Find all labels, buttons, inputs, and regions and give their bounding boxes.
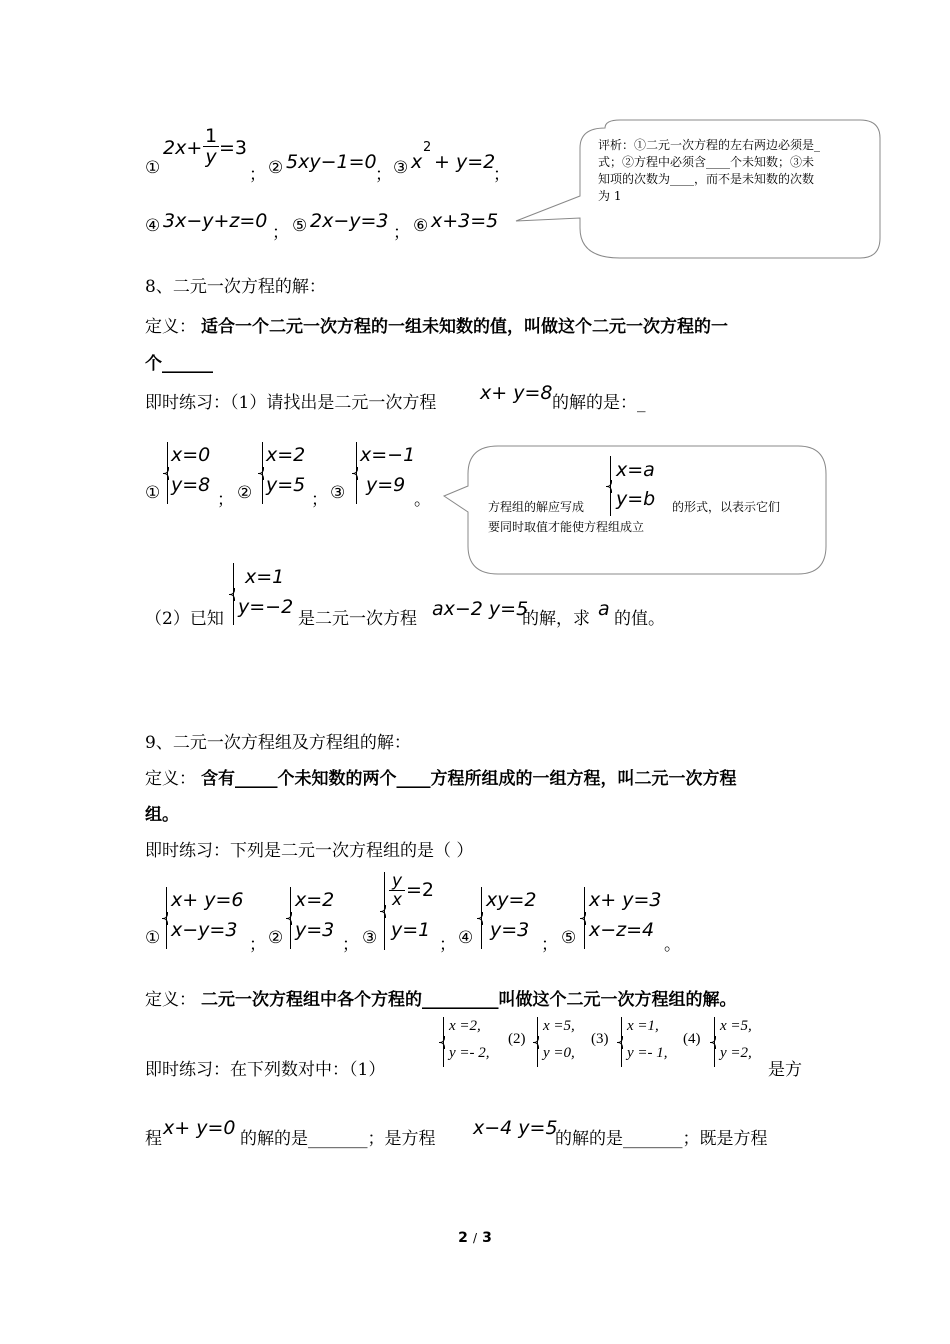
system-3-line-2: y=1	[391, 919, 431, 941]
separator: ；	[217, 490, 234, 510]
section-9-heading: 9、二元一次方程组及方程组的解：	[145, 733, 411, 753]
section-8-heading: 8、二元一次方程的解：	[145, 277, 326, 297]
page-number: 2 / 3	[458, 1230, 492, 1246]
brace	[233, 563, 234, 625]
circled-6: ⑥	[413, 216, 429, 236]
practice-9-text: 即时练习：下列是二元一次方程组的是（ ）	[145, 841, 474, 861]
system-4-number: ④	[458, 928, 474, 948]
separator: ；	[375, 165, 392, 185]
eq1-part-b: =3	[219, 137, 248, 159]
separator: ；	[249, 165, 266, 185]
definition-9b-label: 定义：	[145, 990, 196, 1010]
system-5-line-1: x+ y=3	[589, 889, 662, 911]
practice-8-2-line-1: x=1	[245, 566, 285, 588]
definition-8-text: 适合一个二元一次方程的一组未知数的值，叫做这个二元一次方程的一	[201, 317, 728, 337]
option-2-line-2: y=5	[266, 474, 306, 496]
brace	[481, 887, 482, 949]
separator: ；	[311, 490, 328, 510]
practice-8-2-text: （2）已知	[145, 609, 224, 629]
system-2-line-1: x=2	[295, 889, 335, 911]
separator: ；	[342, 935, 359, 955]
pair-4-line-1: x =5,	[720, 1018, 752, 1034]
circled-3: ③	[393, 158, 409, 178]
circled-1: ①	[145, 158, 161, 178]
separator: ；	[249, 935, 266, 955]
circled-2: ②	[268, 158, 284, 178]
brace	[443, 1017, 444, 1067]
option-3-line-2: y=9	[366, 474, 406, 496]
pair-4-line-2: y =2,	[720, 1045, 752, 1061]
brace	[537, 1017, 538, 1067]
definition-9-continued: 组。	[145, 805, 179, 825]
brace	[584, 887, 585, 949]
separator: ；	[393, 223, 410, 243]
system-1-line-1: x+ y=6	[171, 889, 244, 911]
system-2-line-2: y=3	[295, 919, 335, 941]
brace	[167, 442, 168, 504]
practice-8-2-tail-2: 的值。	[614, 609, 665, 629]
equation-a: x+ y=0	[163, 1117, 236, 1139]
pair-2-line-1: x =5,	[543, 1018, 575, 1034]
practice-8-2-var: a	[598, 598, 610, 620]
brace	[610, 456, 611, 516]
definition-9-label: 定义：	[145, 769, 196, 789]
system-4-line-2: y=3	[490, 919, 530, 941]
pair-1-line-2: y =- 2,	[449, 1045, 490, 1061]
definition-9-text: 含有_____个未知数的两个____方程所组成的一组方程，叫二元一次方程	[201, 769, 737, 789]
brace	[262, 442, 263, 504]
system-1-line-2: x−y=3	[171, 919, 238, 941]
practice-8-1-equation: x+ y=8	[480, 382, 553, 404]
practice-9b-text: 即时练习：在下列数对中：（1）	[145, 1060, 386, 1080]
practice-8-2-tail-1: 的解，求	[522, 609, 590, 629]
practice-9b-tail: 是方	[768, 1060, 802, 1080]
system-3-line-1-tail: =2	[406, 879, 435, 901]
option-2-line-1: x=2	[266, 444, 306, 466]
system-1-number: ①	[145, 928, 161, 948]
pair-3-line-1: x =1,	[627, 1018, 659, 1034]
equation-b: x−4 y=5	[473, 1117, 558, 1139]
brace	[384, 872, 385, 950]
bubble2-text-1: 方程组的解应写成	[488, 500, 585, 514]
pair-2-label: (2)	[508, 1031, 526, 1047]
system-4-line-1: xy=2	[486, 889, 537, 911]
practice-8-1-text: 即时练习：（1）请找出是二元一次方程	[145, 393, 437, 413]
definition-8-continued: 个______	[145, 354, 213, 374]
option-1-line-2: y=8	[171, 474, 211, 496]
circled-5: ⑤	[292, 216, 308, 236]
pair-3-line-2: y =- 1,	[627, 1045, 668, 1061]
line-b: 的解的是_______；是方程	[240, 1129, 436, 1149]
eq4: 3x−y+z=0	[163, 210, 268, 232]
practice-8-2-mid: 是二元一次方程	[298, 609, 417, 629]
bubble2-line-1: x=a	[616, 459, 655, 481]
pair-2-line-2: y =0,	[543, 1045, 575, 1061]
eq2: 5xy−1=0	[286, 151, 377, 173]
pair-1-line-1: x =2,	[449, 1018, 481, 1034]
practice-8-2-equation: ax−2 y=5	[432, 598, 529, 620]
eq1-part-a: 2x+	[163, 137, 203, 159]
period: 。	[414, 490, 431, 510]
option-3-line-1: x=−1	[360, 444, 416, 466]
option-1-line-1: x=0	[171, 444, 211, 466]
definition-9b-text: 二元一次方程组中各个方程的_________叫做这个二元一次方程组的解。	[201, 990, 737, 1010]
eq3-part-b: + y=2	[434, 151, 496, 173]
fraction-y-over-x: y x	[389, 872, 405, 909]
line-a: 程	[145, 1129, 162, 1149]
system-5-number: ⑤	[561, 928, 577, 948]
system-2-number: ②	[268, 928, 284, 948]
option-2-number: ②	[237, 483, 253, 503]
pair-4-label: (4)	[683, 1031, 701, 1047]
system-3-number: ③	[362, 928, 378, 948]
eq6: x+3=5	[431, 210, 499, 232]
system-5-line-2: x−z=4	[589, 919, 655, 941]
separator: ；	[541, 935, 558, 955]
separator: ；	[493, 165, 510, 185]
bubble2-text-2: 的形式，以表示它们	[672, 500, 781, 514]
fraction-1-over-y: 1 y	[204, 125, 218, 168]
circled-4: ④	[145, 216, 161, 236]
practice-8-1-tail: 的解的是：_	[552, 393, 646, 413]
brace	[714, 1017, 715, 1067]
brace	[356, 442, 357, 504]
option-1-number: ①	[145, 483, 161, 503]
option-3-number: ③	[330, 483, 346, 503]
bubble2-text-3: 要同时取值才能使方程组成立	[488, 520, 645, 534]
brace	[621, 1017, 622, 1067]
line-c: 的解的是_______；既是方程	[555, 1129, 768, 1149]
separator: ；	[272, 223, 289, 243]
brace	[290, 887, 291, 949]
eq3-part-a: x	[411, 151, 423, 173]
pair-3-label: (3)	[591, 1031, 609, 1047]
bubble1-text: 评析：①二元一次方程的左右两边必须是_ 式；②方程中必须含____个未知数；③未 知项的次数为____，而不是未知数的次数 为 1	[598, 138, 821, 203]
bubble2-line-2: y=b	[616, 488, 656, 510]
separator: ；	[439, 935, 456, 955]
eq3-exponent: 2	[423, 140, 432, 155]
brace	[166, 887, 167, 949]
eq5: 2x−y=3	[310, 210, 389, 232]
period: 。	[664, 935, 681, 955]
practice-8-2-line-2: y=−2	[238, 596, 294, 618]
definition-8-label: 定义：	[145, 317, 196, 337]
